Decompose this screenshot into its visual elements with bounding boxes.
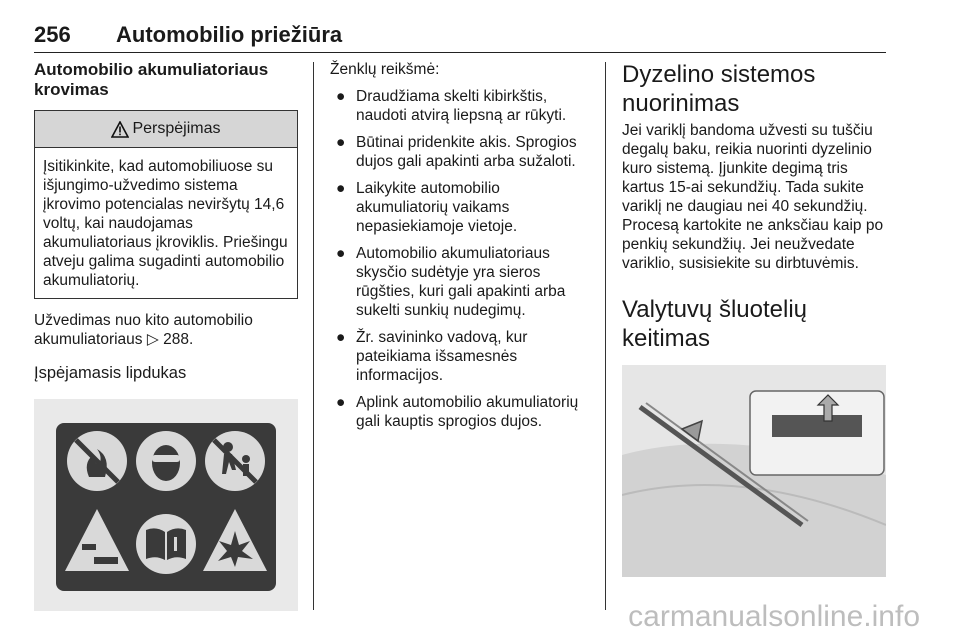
jump-start-paragraph bbox=[34, 311, 298, 349]
page-number: 256 bbox=[34, 22, 71, 47]
warning-header bbox=[35, 111, 297, 148]
section-heading-diesel-bleeding: Dyzelino sistemos nuorinimas bbox=[622, 61, 816, 117]
warning-triangle-icon bbox=[111, 121, 129, 138]
read-manual-icon bbox=[136, 514, 196, 574]
warning-title: Perspėjimas bbox=[132, 120, 221, 137]
warning-label-image bbox=[34, 399, 298, 611]
page-title: Automobilio priežiūra bbox=[116, 22, 343, 47]
keep-away-children-icon bbox=[205, 431, 265, 491]
warning-label-heading: Įspėjamasis lipdukas bbox=[34, 364, 187, 382]
bullet-icon: ● bbox=[336, 180, 346, 197]
page-ref-arrow-icon: ▷ bbox=[146, 331, 159, 348]
section-heading-wiper-blades: Valytuvų šluotelių keitimas bbox=[622, 296, 807, 352]
page-header bbox=[34, 22, 886, 53]
list-item: ● Automobilio akumuliatoriaus skysčio sudėtyje yra sieros rūgšties, kuri gali apakinti arba sukelti sunkių nudegimų. bbox=[336, 245, 566, 319]
bullet-icon: ● bbox=[336, 134, 346, 151]
list-item: ● Laikykite automobilio akumuliatorių vaikams nepasiekiamoje vietoje. bbox=[336, 180, 518, 235]
bullet-icon: ● bbox=[336, 329, 346, 346]
list-item: ● Žr. savininko vadovą, kur pateikiama išsamesnės informacijos. bbox=[336, 329, 528, 384]
section-heading-battery-charging: Automobilio akumuliatoriaus krovimas bbox=[34, 60, 269, 99]
list-item: ● Būtinai pridenkite akis. Sprogios dujos gali apakinti arba sužaloti. bbox=[336, 134, 577, 170]
wiper-blade-image bbox=[622, 365, 886, 577]
no-fire-icon bbox=[67, 431, 127, 491]
list-item: ● Draudžiama skelti kibirkštis, naudoti atvirą liepsną ar rūkyti. bbox=[336, 88, 567, 124]
bullet-icon: ● bbox=[336, 245, 346, 262]
column-divider bbox=[605, 62, 606, 610]
symbols-intro: Ženklų reikšmė: bbox=[330, 61, 440, 78]
symbols-list bbox=[330, 87, 592, 431]
column-3 bbox=[622, 60, 888, 577]
warning-box bbox=[34, 110, 298, 299]
column-1 bbox=[34, 60, 298, 611]
eye-protection-icon bbox=[136, 431, 196, 491]
watermark: carmanualsonline.info bbox=[628, 600, 920, 633]
bullet-icon: ● bbox=[336, 88, 346, 105]
page-reference[interactable]: 288. bbox=[163, 331, 194, 348]
warning-body: Įsitikinkite, kad automobiliuose su išjungimo-užvedimo sistema įkrovimo potencialas neviršytų 14,6 voltų, kai naudojamas akumuliatoriaus įkroviklis. Priešingu atveju galima sugadinti automobilio akumuliatorių. bbox=[43, 158, 288, 289]
diesel-bleeding-paragraph: Jei variklį bandoma užvesti su tuščiu degalų baku, reikia nuorinti dyzelinio kuro sistemą. Įjunkite degimą tris kartus 15-ai sekundžių. Tada sukite variklį ne daugiau nei 40 sekundžių. Procesą kartokite ne anksčiau kaip po penkių sekundžių. Jei neužvedate variklio, susisiekite su dirbtuvėmis. bbox=[622, 122, 884, 272]
column-divider bbox=[313, 62, 314, 610]
jump-start-text: Užvedimas nuo kito automobilio akumuliatoriaus bbox=[34, 312, 253, 348]
column-2 bbox=[330, 60, 592, 439]
bullet-icon: ● bbox=[336, 394, 346, 411]
list-item: ● Aplink automobilio akumuliatorių gali kauptis sprogios dujos. bbox=[336, 394, 579, 430]
